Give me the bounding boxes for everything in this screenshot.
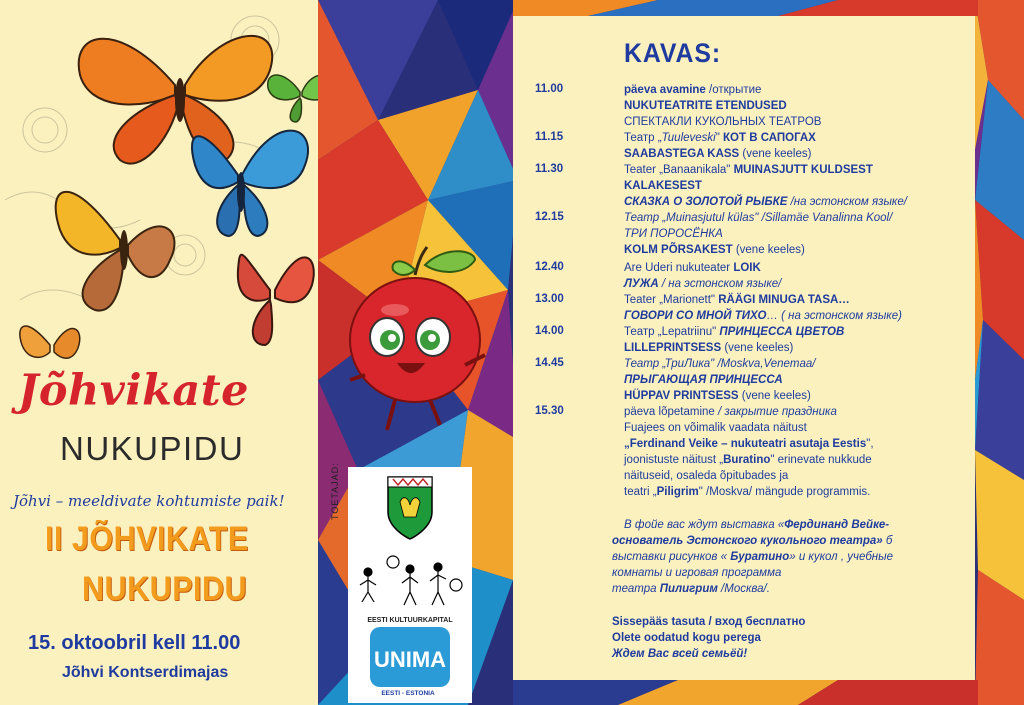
program-line: näituseid, osaleda õpitubades ja [624, 470, 789, 482]
program-line: LILLEPRINTSESS (vene keeles) [624, 342, 794, 354]
kultuurkapital-label: EESTI KULTUURKAPITAL [367, 617, 453, 624]
slogan: Jõhvi – meeldivate kohtumiste paik! [13, 492, 285, 510]
program-line: NUKUTEATRITE ETENDUSED [624, 100, 787, 112]
time-slot: 14.00 [535, 325, 564, 337]
red-butterfly [238, 255, 314, 345]
time-slot: 11.30 [535, 163, 564, 175]
small-orange-butterfly [20, 326, 80, 358]
program-line: Театр „ТриЛика" /Moskva,Venemaa/ [624, 358, 816, 370]
program-line: Fuajees on võimalik vaadata näitust [624, 422, 807, 434]
festival-subtitle: NUKUPIDU [60, 430, 245, 467]
time-slot: 15.30 [535, 405, 564, 417]
headline-line-2: NUKUPIDU [82, 570, 248, 608]
program-line: joonistuste näitust „Buratino" erinevate nukkude [624, 454, 872, 466]
blue-butterfly [192, 131, 308, 236]
program-line: основатель Эстонского кукольного театра» б [612, 535, 893, 547]
time-slot: 13.00 [535, 293, 564, 305]
unima-logo-icon [370, 627, 450, 687]
program-line: ТРИ ПОРОСЁНКА [624, 228, 723, 240]
program-line: выставки рисунков « Буратино» и кукол , учебные [612, 551, 893, 563]
program-line: ПРЫГАЮЩАЯ ПРИНЦЕССА [624, 374, 783, 386]
program-line: KALAKESEST [624, 180, 702, 192]
svg-text:UNIMA: UNIMA [373, 647, 447, 672]
program-line: „Ferdinand Veike – nukuteatri asutaja Eestis", [624, 438, 874, 450]
program-line: СПЕКТАКЛИ КУКОЛЬНЫХ ТЕАТРОВ [624, 116, 822, 128]
time-slot: 11.00 [535, 83, 564, 95]
program-line: Are Uderi nukuteater LOIK [624, 262, 761, 274]
time-slot: 12.40 [535, 261, 564, 273]
sponsors-box [348, 467, 472, 703]
program-line: комнаты и игровая программа [612, 567, 782, 579]
program-heading: KAVAS: [624, 38, 722, 68]
program-line: театра Пилигрим /Москва/. [612, 583, 770, 595]
program-line: KOLM PÕRSAKEST (vene keeles) [624, 244, 805, 256]
unima-label: EESTI - ESTONIA [381, 690, 435, 697]
event-date: 15. oktoobril kell 11.00 [28, 632, 241, 654]
festival-title: Jõhvikate [18, 366, 249, 416]
program-line: ЛУЖА / на эстонском языке/ [624, 278, 782, 290]
program-line: päeva avamine /открытие [624, 84, 762, 96]
footer-line: Sissepääs tasuta / вход бесплатно [612, 616, 806, 628]
orange-butterfly [79, 36, 272, 164]
green-butterfly [268, 75, 318, 122]
program-line: Театр „Muinasjutul külas" /Sillamäe Vanalinna Kool/ [624, 212, 893, 224]
yellow-butterfly [56, 192, 175, 311]
butterflies-illustration [0, 0, 318, 380]
program-line: СКАЗКА О ЗОЛОТОЙ РЫБКЕ /на эстонском языке/ [624, 196, 907, 208]
program-line: HÜPPAV PRINTSESS (vene keeles) [624, 390, 811, 402]
program-line: Театр „Tuuleveski" КОТ В САПОГАХ [624, 132, 816, 144]
footer-line: Olete oodatud kogu perega [612, 632, 761, 644]
sponsors-label: TOETAJAD: [330, 462, 340, 520]
time-slot: 14.45 [535, 357, 564, 369]
footer-line: Ждем Вас всей семьёй! [612, 648, 748, 660]
program-line: Teater „Banaanikala" MUINASJUTT KULDSEST [624, 164, 873, 176]
program-line: päeva lõpetamine / закрытие праздника [624, 406, 837, 418]
program-line: Teater „Marionett" RÄÄGI MINUGA TASA… [624, 294, 850, 306]
headline-line-1: II JÕHVIKATE [45, 520, 249, 558]
event-venue: Jõhvi Kontserdimajas [62, 664, 229, 681]
time-slot: 11.15 [535, 131, 564, 143]
johvi-coat-of-arms-icon [388, 477, 432, 539]
program-line: В фойе вас ждут выставка «Фердинанд Вейке- [624, 519, 890, 531]
kultuurkapital-logo-icon [360, 556, 462, 605]
program-line: SAABASTEGA KASS (vene keeles) [624, 148, 812, 160]
left-panel [0, 0, 318, 705]
program-line: Театр „Lepatriinu" ПРИНЦЕССА ЦВЕТОВ [624, 326, 845, 338]
cranberry-mascot-icon [315, 245, 515, 445]
program-line: teatri „Piligrim" /Moskva/ mängude programmis. [624, 486, 871, 498]
time-slot: 12.15 [535, 211, 564, 223]
program-line: ГОВОРИ СО МНОЙ ТИХО… ( на эстонском языке) [624, 310, 902, 322]
